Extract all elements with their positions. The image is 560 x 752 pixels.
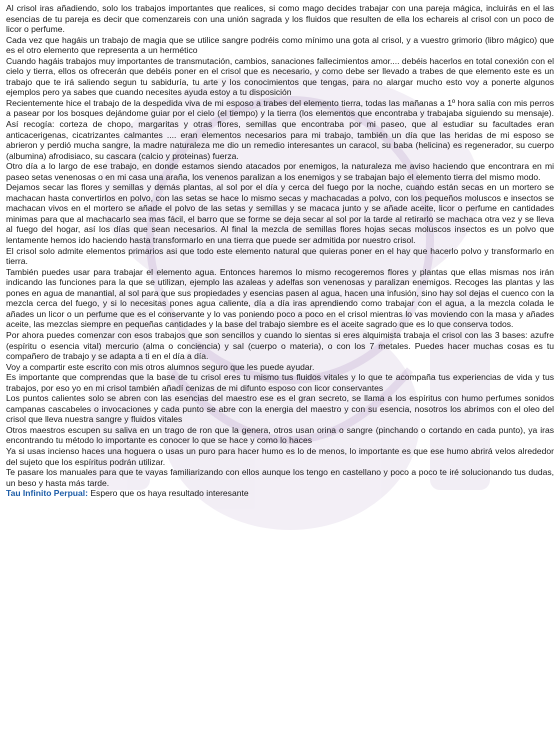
signature-line — [6, 488, 554, 499]
paragraph: El crisol solo admite elementos primarios asi que todo este elemento natural que quieras poner en el hay que hacerlo polvo y transformarlo en tierra. — [6, 245, 554, 267]
paragraph: Otros maestros escupen su saliva en un trago de ron que la genera, otros usan orina o sangre (pinchando o cortando en cada punto), ya iras encontrando tu método lo importante es conocer lo que se hace y como lo haces — [6, 424, 554, 446]
paragraph: También puedes usar para trabajar el elemento agua. Entonces haremos lo mismo recogeremos flores y plantas que ellas mismas nos irán indicando las funciones para la que se utilizan, ejemplo las azaleas y adelfas son venenosas y paralizan enemigos. Recoges las plantas y las pones en agua de manantial, al sol para que sus propiedades y esencias pasen al agua, hacen una infusión, sino hay sol dejas el cuenco con la mezcla cerca del fuego, y si lo necesitas pones agua caliente, día a día iras aprendiendo como trabajar con el agua, a la mezcla colada le añades un licor o un perfume que es el conservante y lo vas poniendo poco a poco en el crisol mientras lo vas moviendo con la masa y añades aceite, las mezclas siempre en pequeñas cantidades y la base del trabajo siembre es el aceite sagrado que es lo que conserva todos. — [6, 266, 554, 330]
paragraph: Los puntos calientes solo se abren con las esencias del maestro ese es el gran secreto, se llama a los espíritus con humo perfumes sonidos campanas cascabeles o invocaciones y cada punto se abre con la energia del maestro y con su esencia, nosotros los abrimos con el oleo del crisol que lleva nuestra sangre y fluidos vitales — [6, 393, 554, 425]
paragraph: Es importante que comprendas que la base de tu crisol eres tu mismo tus fluidos vitales y lo que te acompaña tus experiencias de vida y tus trabajos, por eso yo en mi crisol también añadí cenizas de mi difunto esposo con licor conservantes — [6, 372, 554, 393]
paragraph: Voy a compartir este escrito con mis otros alumnos seguro que les puede ayudar. — [6, 361, 315, 372]
paragraph: Por ahora puedes comenzar con esos trabajos que son sencillos y cuando lo sientas si eres alquimista trabaja el crisol con las 3 bases: azufre (espíritu o esencia vital) mercurio (alma o conciencia) y sal (cuerpo o materia), o con los 7 metales. Puedes hacer muchas cosas es tu compañero de trabajo y se adapta a ti en el día a día. — [6, 329, 554, 362]
paragraph: Cuando hagáis trabajos muy importantes de transmutación, cambios, sanaciones fallecimientos amor.... debéis hacerlos en total conexión con el cielo y tierra, ellos os ofrecerán que debéis poner en el crisol que es necesario, y como debe ser llevado a trabes de que elemento este es un trabajo que te irá saliendo segun tu sabiduría, tu arte y los conocimientos que tengas, para no alargar mucho esto voy a ponerte algunos ejemplos pero ya sabes que cuando necesites ayuda estoy a tu disposición — [6, 55, 554, 98]
paragraph: Dejamos secar las flores y semillas y demás plantas, al sol por el día y cerca del fuego por la noche, cuando están secas en un mortero se machacan hasta convertirlos en polvo, con las setas se hace lo mismo secas y machacadas a polvo, con los pequeños moluscos e insectos se machacan vivos en el mortero se añade el polvo de las setas y semillas y se macaca junto y se añade aceite, licor o perfume en cantidades minimas para que al machacarlo sea mas fácil, el barro que se forme se deja secar al sol por la tarde al retirarlo se machaca otra vez y se lleva al fuego del hogar, así los días que sean necesarios. Al final la mezcla de semillas flores hojas secas moluscos insectos es un polvo que lentamente hemos ido haciendo hasta transformarlo en una tierra que puede ser admitida por nuestro crisol. — [6, 182, 554, 246]
paragraph: Te pasare los manuales para que te vayas familiarizando con ellos aunque los tengo en castellano y poco a poco te iré solucionando tus dudas, un beso y hasta más tarde. — [6, 467, 554, 488]
paragraph: Al crisol iras añadiendo, solo los trabajos importantes que realices, si como mago decides trabajar con una pareja mágica, incluirás en el las esencias de tu pareja es decir que comenzareis con una unión sagrada y los fluidos que resulten de ella los echareis al crisol con un poco de licor o perfume. — [6, 3, 554, 35]
author-name[interactable]: Tau Infinito Perpual: — [6, 488, 88, 499]
paragraph: Recientemente hice el trabajo de la despedida viva de mi esposo a trabes del elemento tierra, todas las mañanas a 1º hora salía con mis perros a pasear por los bosques dejándome guiar por el cielo (el tiempo) y la tierra (los elementos que encontraba y trabajaba siguiendo su mensaje). Así recogía: corteza de chopo, margaritas y otras flores, semillas que encontraba por mi paseo, que al estudiar su facultades eran anticacerigenas, cicatrizantes calmantes .... eran elementos necesarios para mi trabajo, también un día que las heridas de mi esposo se abrieron y perdió mucha sangre, la madre naturaleza me dio un remedio interesantes un caracol, su baba (helicina) es regenerador, su cuerpo (albumina) afrodisiaco, su cascara (calcio y proteinas) fuerza. — [6, 97, 554, 161]
paragraph: Otro día a lo largo de ese trabajo, en donde estamos siendo atacados por enemigos, la naturaleza me aviso haciendo que encontrara en mi paseo setas venenosas o en mi casa una araña, los venenos paralizan a los enemigos y se trabajan bajo el elemento tierra del mismo modo. — [6, 161, 554, 182]
paragraph: Ya si usas incienso haces una hoguera o usas un puro para hacer humo es lo de menos, lo importante es que ese humo abrirá velos alrededor del sujeto que los espíritus podrán utilizar. — [6, 445, 554, 467]
signature-message: Espero que os haya resultado interesante — [90, 488, 249, 499]
paragraph: Cada vez que hagáis un trabajo de magia que se utilice sangre podréis como mínimo una gota al crisol, y a vuestro grimorio (libro mágico) que es el otro elemento que representa a un hermético — [6, 34, 554, 56]
